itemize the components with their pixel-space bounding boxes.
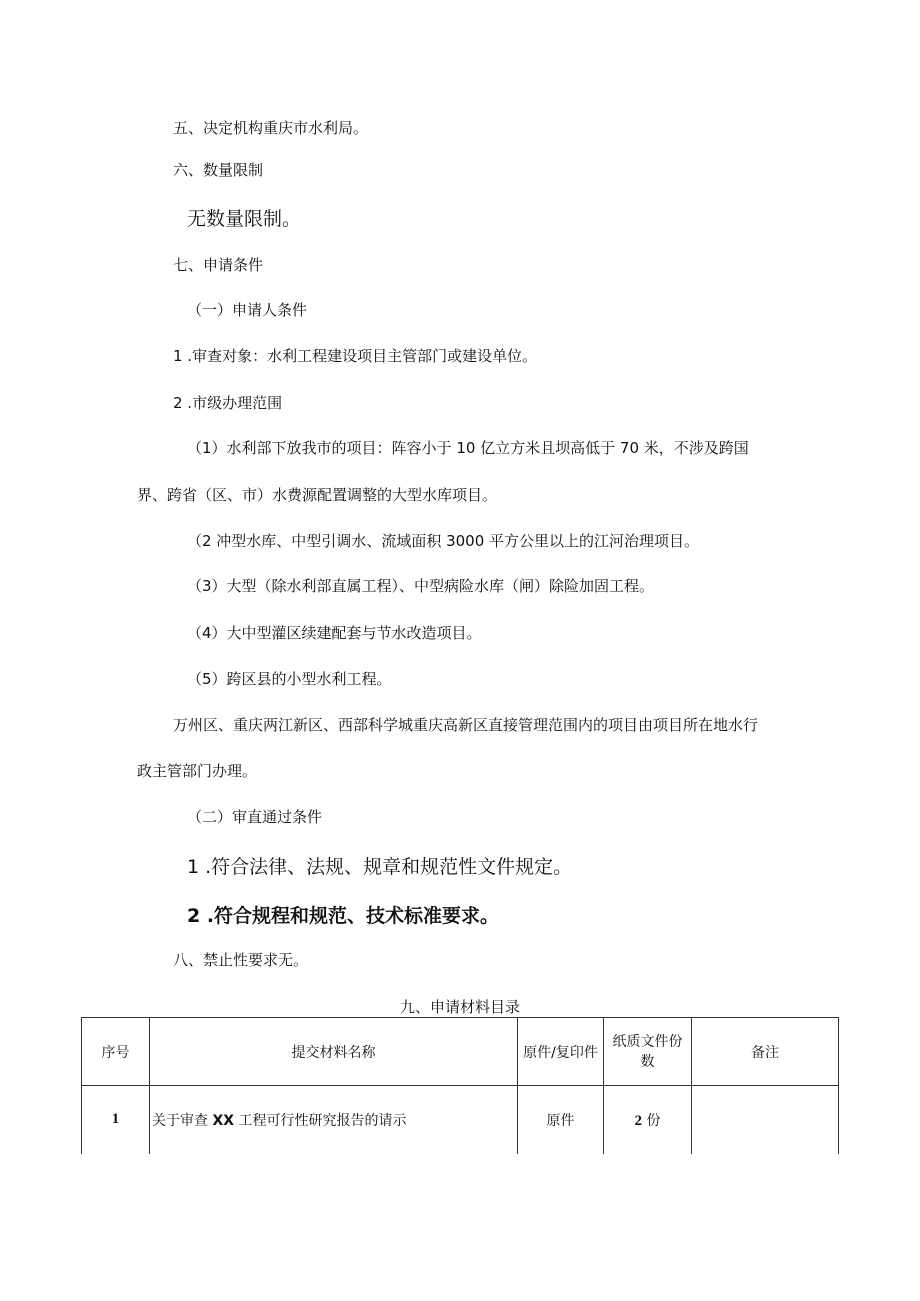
name-prefix: 关于审查 — [152, 1112, 213, 1129]
condition-1: 1 .符合法律、法规、规章和规范性文件规定。 — [187, 856, 573, 878]
materials-table — [81, 1017, 839, 1154]
section-6-body: 无数量限制。 — [187, 208, 302, 230]
scope-item-1-line-2: 界、跨省（区、市）水费源配置调整的大型水库项目。 — [137, 486, 498, 504]
section-7-1-heading: （一）申请人条件 — [187, 301, 308, 319]
cell-seq — [82, 1086, 150, 1154]
scope-item-5: （5）跨区县的小型水利工程。 — [187, 670, 392, 688]
section-7-2-heading: （二）审直通过条件 — [187, 808, 323, 826]
section-7-1-item-2: 2 .市级办理范围 — [173, 394, 283, 412]
copies-unit: 份 — [642, 1112, 661, 1129]
cell-remark — [692, 1086, 839, 1154]
header-seq: 序号 — [82, 1018, 150, 1086]
cell-copies — [604, 1086, 692, 1154]
seq-value: 1 — [111, 1111, 120, 1128]
name-placeholder: XX — [212, 1112, 235, 1129]
scope-note-line-1: 万州区、重庆两江新区、西部科学城重庆高新区直接管理范围内的项目由项目所在地水行 — [173, 716, 759, 734]
section-8-heading: 八、禁止性要求无。 — [173, 951, 309, 969]
scope-item-2: （2 冲型水库、中型引调水、流域面积 3000 平方公里以上的江河治理项目。 — [187, 532, 700, 550]
table-row — [82, 1086, 839, 1154]
section-5-decision-body: 五、决定机构重庆市水利局。 — [173, 119, 369, 137]
header-name: 提交材料名称 — [150, 1018, 518, 1086]
table-header-row — [82, 1018, 839, 1086]
scope-item-1-line-1: （1）水利部下放我市的项目：阵容小于 10 亿立方米且坝高低于 70 米，不涉及跨国 — [187, 439, 749, 457]
condition-2: 2 .符合规程和规范、技术标准要求。 — [187, 905, 500, 927]
section-7-1-item-1: 1 .审查对象：水利工程建设项目主管部门或建设单位。 — [173, 347, 538, 365]
section-6-heading: 六、数量限制 — [173, 161, 264, 179]
cell-name — [150, 1086, 518, 1154]
scope-item-4: （4）大中型灌区续建配套与节水改造项目。 — [187, 624, 482, 642]
scope-item-3: （3）大型（除水利部直属工程）、中型病险水库（闸）除险加固工程。 — [187, 577, 655, 595]
header-type: 原件/复印件 — [518, 1018, 604, 1086]
header-remark: 备注 — [692, 1018, 839, 1086]
cell-type: 原件 — [518, 1086, 604, 1154]
section-9-title: 九、申请材料目录 — [399, 998, 520, 1016]
header-copies: 纸质文件份数 — [604, 1018, 692, 1086]
scope-note-line-2: 政主管部门办理。 — [137, 762, 258, 780]
name-suffix: 工程可行性研究报告的请示 — [234, 1112, 407, 1129]
copies-number: 2 — [634, 1112, 643, 1129]
section-7-heading: 七、申请条件 — [173, 256, 264, 274]
